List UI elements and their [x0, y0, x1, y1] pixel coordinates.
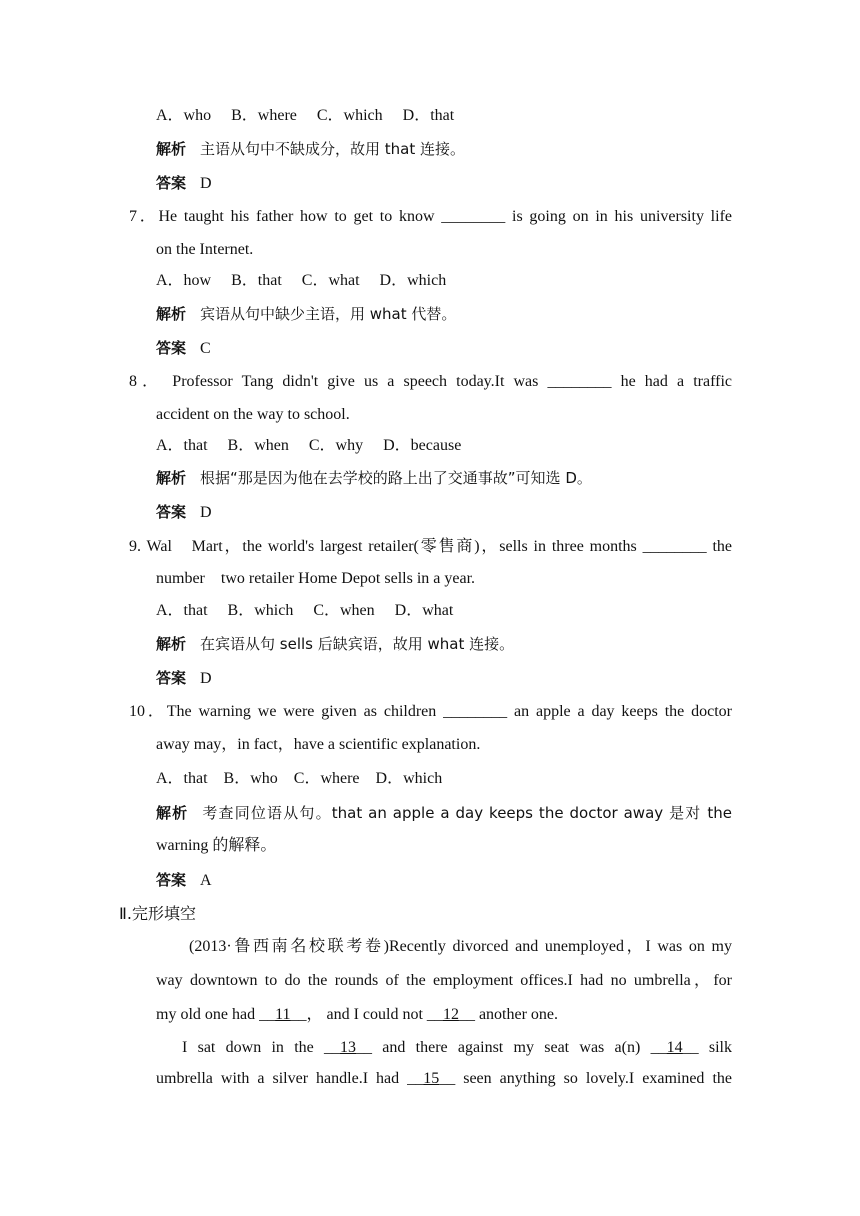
answer-value: D — [200, 175, 212, 192]
blank-15: 15 — [423, 1070, 440, 1087]
q7-stem-line2: on the Internet. — [156, 241, 254, 258]
q8-stem-line2: accident on the way to school. — [156, 406, 350, 423]
cloze-p2-line2: umbrella with a silver handle.I had __15__ seen anything so lovely.I examined the — [156, 1070, 732, 1087]
q6-answer — [156, 172, 732, 194]
q6-options: A．who B．where C．which D．that — [156, 107, 455, 124]
q8-options: A．that B．when C．why D．because — [156, 437, 462, 454]
q7-answer — [156, 337, 732, 359]
q10-stem-line2: away may，in fact，have a scientific explanation. — [156, 736, 481, 753]
q8-analysis — [156, 467, 732, 489]
analysis-text: 在宾语从句 sells 后缺宾语，故用 what 连接。 — [200, 635, 515, 653]
analysis-label: 解析 — [156, 635, 187, 653]
answer-label: 答案 — [156, 669, 187, 687]
analysis-text: 宾语从句中缺少主语，用 what 代替。 — [200, 305, 457, 323]
q8-stem-line1: 8． Professor Tang didn't give us a speech today.It was ________ he had a traffic — [129, 373, 732, 390]
blank-12: 12 — [442, 1006, 459, 1023]
q7-stem-line1: 7．He taught his father how to get to know ________ is going on in his university life — [129, 208, 732, 225]
q9-stem-line1: 9. Wal Mart，the world's largest retailer(零售商)，sells in three months ________ the — [129, 538, 732, 555]
cloze-p1-line1: (2013·鲁西南名校联考卷)Recently divorced and unemployed，I was on my — [189, 938, 732, 955]
q10-analysis-line2: warning 的解释。 — [156, 837, 277, 854]
answer-value: D — [200, 504, 212, 521]
analysis-label: 解析 — [156, 469, 187, 487]
analysis-label: 解析 — [156, 305, 187, 323]
answer-label: 答案 — [156, 503, 187, 521]
section-heading: Ⅱ.完形填空 — [119, 904, 196, 923]
q10-answer — [156, 869, 732, 891]
cloze-p1-line3: my old one had __11__， and I could not __12__ another one. — [156, 1006, 559, 1023]
cloze-p1-line2: way downtown to do the rounds of the employment offices.I had no umbrella，for — [156, 972, 732, 989]
q8-answer — [156, 501, 732, 523]
q7-analysis — [156, 303, 732, 325]
q9-stem-line2: number two retailer Home Depot sells in a year. — [156, 570, 476, 587]
q9-options: A．that B．which C．when D．what — [156, 602, 454, 619]
cloze-p2-line1: I sat down in the __13__ and there against my seat was a(n) __14__ silk — [182, 1039, 733, 1056]
q10-options: A．that B．who C．where D．which — [156, 770, 443, 787]
q6-analysis — [156, 138, 732, 160]
answer-value: C — [200, 340, 211, 357]
answer-value: A — [200, 872, 212, 889]
blank-11: 11 — [275, 1006, 291, 1023]
analysis-text: 根据“那是因为他在去学校的路上出了交通事故”可知选 D。 — [200, 469, 592, 487]
q9-analysis — [156, 633, 732, 655]
answer-label: 答案 — [156, 871, 187, 889]
blank-13: 13 — [340, 1039, 357, 1056]
answer-label: 答案 — [156, 339, 187, 357]
answer-label: 答案 — [156, 174, 187, 192]
q9-answer — [156, 667, 732, 689]
q10-analysis-line1 — [156, 802, 732, 824]
analysis-text: 主语从句中不缺成分，故用 that 连接。 — [200, 140, 466, 158]
analysis-label: 解析 — [156, 140, 187, 158]
analysis-text: 考查同位语从句。that an apple a day keeps the doctor away 是对 the — [202, 804, 732, 822]
blank-14: 14 — [666, 1039, 683, 1056]
answer-value: D — [200, 670, 212, 687]
analysis-label: 解析 — [156, 804, 189, 822]
q7-options: A．how B．that C．what D．which — [156, 272, 447, 289]
q10-stem-line1: 10．The warning we were given as children ________ an apple a day keeps the doctor — [129, 703, 732, 720]
